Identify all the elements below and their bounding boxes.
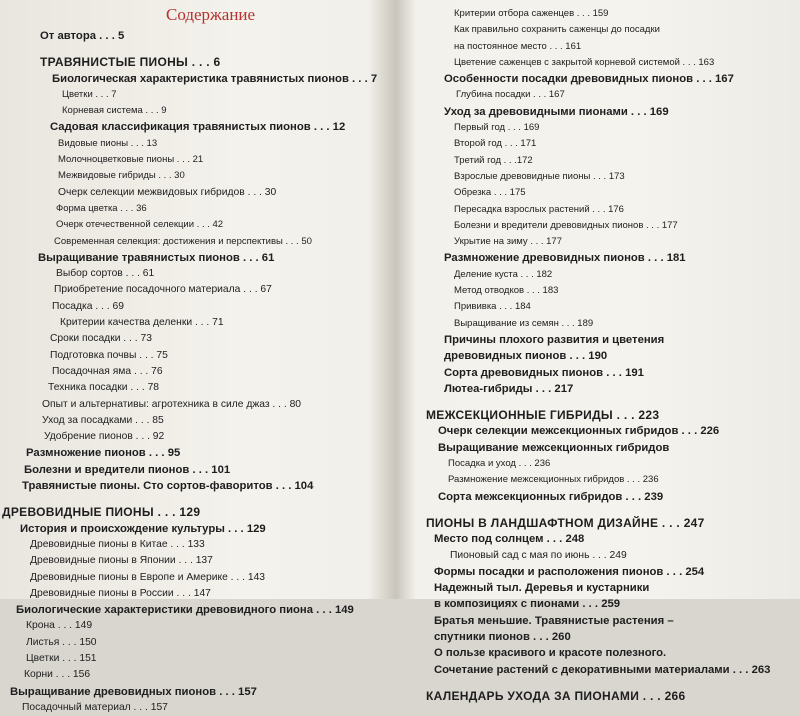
toc-subentry: Укрытие на зиму . . . 177 bbox=[454, 236, 563, 248]
toc-list-left bbox=[0, 28, 398, 716]
toc-subentry: Первый год . . . 169 bbox=[454, 122, 540, 134]
toc-subentry: Сроки посадки . . . 73 bbox=[50, 333, 152, 345]
toc-subentry: Подготовка почвы . . . 75 bbox=[50, 349, 168, 361]
section-gap bbox=[404, 678, 800, 688]
toc-chapter-entry: Биологическая характеристика травянистых пионов . . . 7 bbox=[52, 72, 378, 85]
toc-subentry: Древовидные пионы в России . . . 147 bbox=[30, 587, 211, 599]
toc-chapter-entry: О пользе красивого и красоте полезного. bbox=[434, 647, 667, 660]
toc-chapter-entry: Причины плохого развития и цветения bbox=[444, 333, 665, 346]
toc-chapter-entry: Болезни и вредители пионов . . . 101 bbox=[24, 463, 231, 476]
toc-subentry: Цветки . . . 7 bbox=[62, 88, 117, 100]
toc-subentry: Очерк селекции межвидовых гибридов . . . 30 bbox=[58, 186, 277, 198]
left-page bbox=[0, 0, 398, 713]
toc-subentry: Корневая система . . . 9 bbox=[62, 105, 167, 117]
toc-subentry: Уход за посадками . . . 85 bbox=[42, 414, 164, 426]
toc-subentry: Выращивание из семян . . . 189 bbox=[454, 317, 594, 329]
toc-chapter-entry: Сорта межсекционных гибридов . . . 239 bbox=[438, 490, 664, 503]
toc-chapter-entry: Биологические характеристики древовидного пиона . . . 149 bbox=[16, 604, 354, 617]
toc-chapter-entry: Садовая классификация травянистых пионов . . . 12 bbox=[50, 121, 346, 134]
toc-chapter-entry: древовидных пионов . . . 190 bbox=[444, 350, 608, 363]
toc-subentry: Как правильно сохранить саженцы до посадки bbox=[454, 24, 660, 36]
toc-chapter-entry: Выращивание межсекционных гибридов bbox=[438, 441, 670, 454]
toc-subentry: Современная селекция: достижения и перспективы . . . 50 bbox=[54, 235, 312, 247]
toc-subentry: Второй год . . . 171 bbox=[454, 138, 537, 150]
toc-subentry: Форма цветка . . . 36 bbox=[56, 202, 147, 214]
toc-subentry: Цветение саженцев с закрытой корневой системой . . . 163 bbox=[454, 56, 715, 68]
toc-chapter-entry: спутники пионов . . . 260 bbox=[434, 630, 571, 643]
toc-subentry: Цветки . . . 151 bbox=[26, 652, 97, 664]
toc-subentry: Приобретение посадочного материала . . . 67 bbox=[54, 284, 272, 296]
toc-chapter-entry: Выращивание древовидных пионов . . . 157 bbox=[10, 685, 257, 698]
toc-subentry: Межвидовые гибриды . . . 30 bbox=[58, 170, 185, 182]
toc-subentry: Критерии качества деленки . . . 71 bbox=[60, 317, 224, 329]
toc-subentry: Техника посадки . . . 78 bbox=[48, 382, 160, 394]
toc-chapter-entry: Лютеа-гибриды . . . 217 bbox=[444, 382, 574, 395]
toc-subentry: Древовидные пионы в Китае . . . 133 bbox=[30, 538, 205, 550]
toc-subentry: Размножение межсекционных гибридов . . . 236 bbox=[448, 474, 659, 486]
toc-chapter-entry: Размножение пионов . . . 95 bbox=[26, 447, 181, 460]
toc-subentry: Посадочный материал . . . 157 bbox=[22, 701, 168, 713]
toc-subentry: Болезни и вредители древовидных пионов . . . 177 bbox=[454, 219, 678, 231]
section-gap bbox=[404, 397, 800, 407]
toc-chapter-entry: Уход за древовидными пионами . . . 169 bbox=[444, 105, 669, 118]
toc-subentry: на постоянное место . . . 161 bbox=[454, 40, 582, 52]
toc-subentry: Третий год . . .172 bbox=[454, 154, 533, 166]
toc-subentry: Критерии отбора саженцев . . . 159 bbox=[454, 8, 609, 19]
toc-subentry: Пионовый сад с мая по июнь . . . 249 bbox=[450, 549, 627, 561]
toc-subentry: Выбор сортов . . . 61 bbox=[56, 268, 155, 280]
toc-subentry: Глубина посадки . . . 167 bbox=[456, 89, 565, 101]
toc-list-right bbox=[404, 6, 800, 704]
toc-chapter-entry: Сорта древовидных пионов . . . 191 bbox=[444, 366, 644, 379]
toc-subentry: Посадка . . . 69 bbox=[52, 300, 124, 312]
toc-chapter-entry: От автора . . . 5 bbox=[40, 30, 125, 42]
toc-section-heading: ДРЕВОВИДНЫЕ ПИОНЫ . . . 129 bbox=[2, 505, 201, 520]
toc-subentry: Прививка . . . 184 bbox=[454, 301, 531, 313]
toc-chapter-entry: Особенности посадки древовидных пионов . . . 167 bbox=[444, 73, 734, 86]
toc-section-heading: ПИОНЫ В ЛАНДШАФТНОМ ДИЗАЙНЕ . . . 247 bbox=[426, 515, 705, 530]
toc-subentry: Обрезка . . . 175 bbox=[454, 187, 526, 199]
toc-section-heading: ТРАВЯНИСТЫЕ ПИОНЫ . . . 6 bbox=[40, 55, 221, 70]
toc-subentry: Корни . . . 156 bbox=[24, 669, 91, 681]
toc-subentry: Посадочная яма . . . 76 bbox=[52, 365, 163, 377]
toc-chapter-entry: История и происхождение культуры . . . 129 bbox=[20, 522, 266, 535]
toc-subentry: Древовидные пионы в Японии . . . 137 bbox=[30, 555, 213, 567]
toc-chapter-entry: Сочетание растений с декоративными материалами . . . 263 bbox=[434, 663, 771, 676]
toc-subentry: Пересадка взрослых растений . . . 176 bbox=[454, 203, 624, 215]
toc-chapter-entry: Братья меньшие. Травянистые растения – bbox=[434, 614, 674, 627]
toc-subentry: Взрослые древовидные пионы . . . 173 bbox=[454, 170, 625, 182]
toc-chapter-entry: Надежный тыл. Деревья и кустарники bbox=[434, 582, 650, 595]
section-gap bbox=[404, 505, 800, 515]
toc-subentry: Крона . . . 149 bbox=[26, 620, 93, 632]
toc-subentry: Деление куста . . . 182 bbox=[454, 268, 553, 280]
toc-subentry: Видовые пионы . . . 13 bbox=[58, 137, 158, 149]
toc-subentry: Метод отводков . . . 183 bbox=[454, 285, 559, 297]
section-gap bbox=[0, 494, 398, 504]
right-page bbox=[404, 0, 800, 703]
toc-chapter-entry: Выращивание травянистых пионов . . . 61 bbox=[38, 251, 275, 264]
toc-chapter-entry: в композициях с пионами . . . 259 bbox=[434, 598, 621, 611]
page-title: Содержание bbox=[166, 5, 256, 24]
toc-subentry: Древовидные пионы в Европе и Америке . . . 143 bbox=[30, 571, 266, 583]
section-gap bbox=[0, 44, 398, 54]
toc-section-heading: МЕЖСЕКЦИОННЫЕ ГИБРИДЫ . . . 223 bbox=[426, 408, 660, 423]
toc-section-heading: КАЛЕНДАРЬ УХОДА ЗА ПИОНАМИ . . . 266 bbox=[426, 688, 686, 703]
toc-subentry: Листья . . . 150 bbox=[26, 636, 97, 648]
toc-subentry: Очерк отечественной селекции . . . 42 bbox=[56, 219, 224, 231]
toc-chapter-entry: Очерк селекции межсекционных гибридов . . . 226 bbox=[438, 425, 720, 438]
toc-chapter-entry: Размножение древовидных пионов . . . 181 bbox=[444, 252, 686, 265]
toc-subentry: Опыт и альтернативы: агротехника в силе джаз . . . 80 bbox=[42, 398, 302, 410]
toc-chapter-entry: Место под солнцем . . . 248 bbox=[434, 533, 585, 546]
toc-chapter-entry: Формы посадки и расположения пионов . . . 254 bbox=[434, 565, 705, 578]
toc-subentry: Молочноцветковые пионы . . . 21 bbox=[58, 154, 204, 166]
toc-chapter-entry: Травянистые пионы. Сто сортов-фаворитов . . . 104 bbox=[22, 480, 314, 493]
toc-subentry: Удобрение пионов . . . 92 bbox=[44, 431, 165, 443]
toc-subentry: Посадка и уход . . . 236 bbox=[448, 458, 551, 470]
